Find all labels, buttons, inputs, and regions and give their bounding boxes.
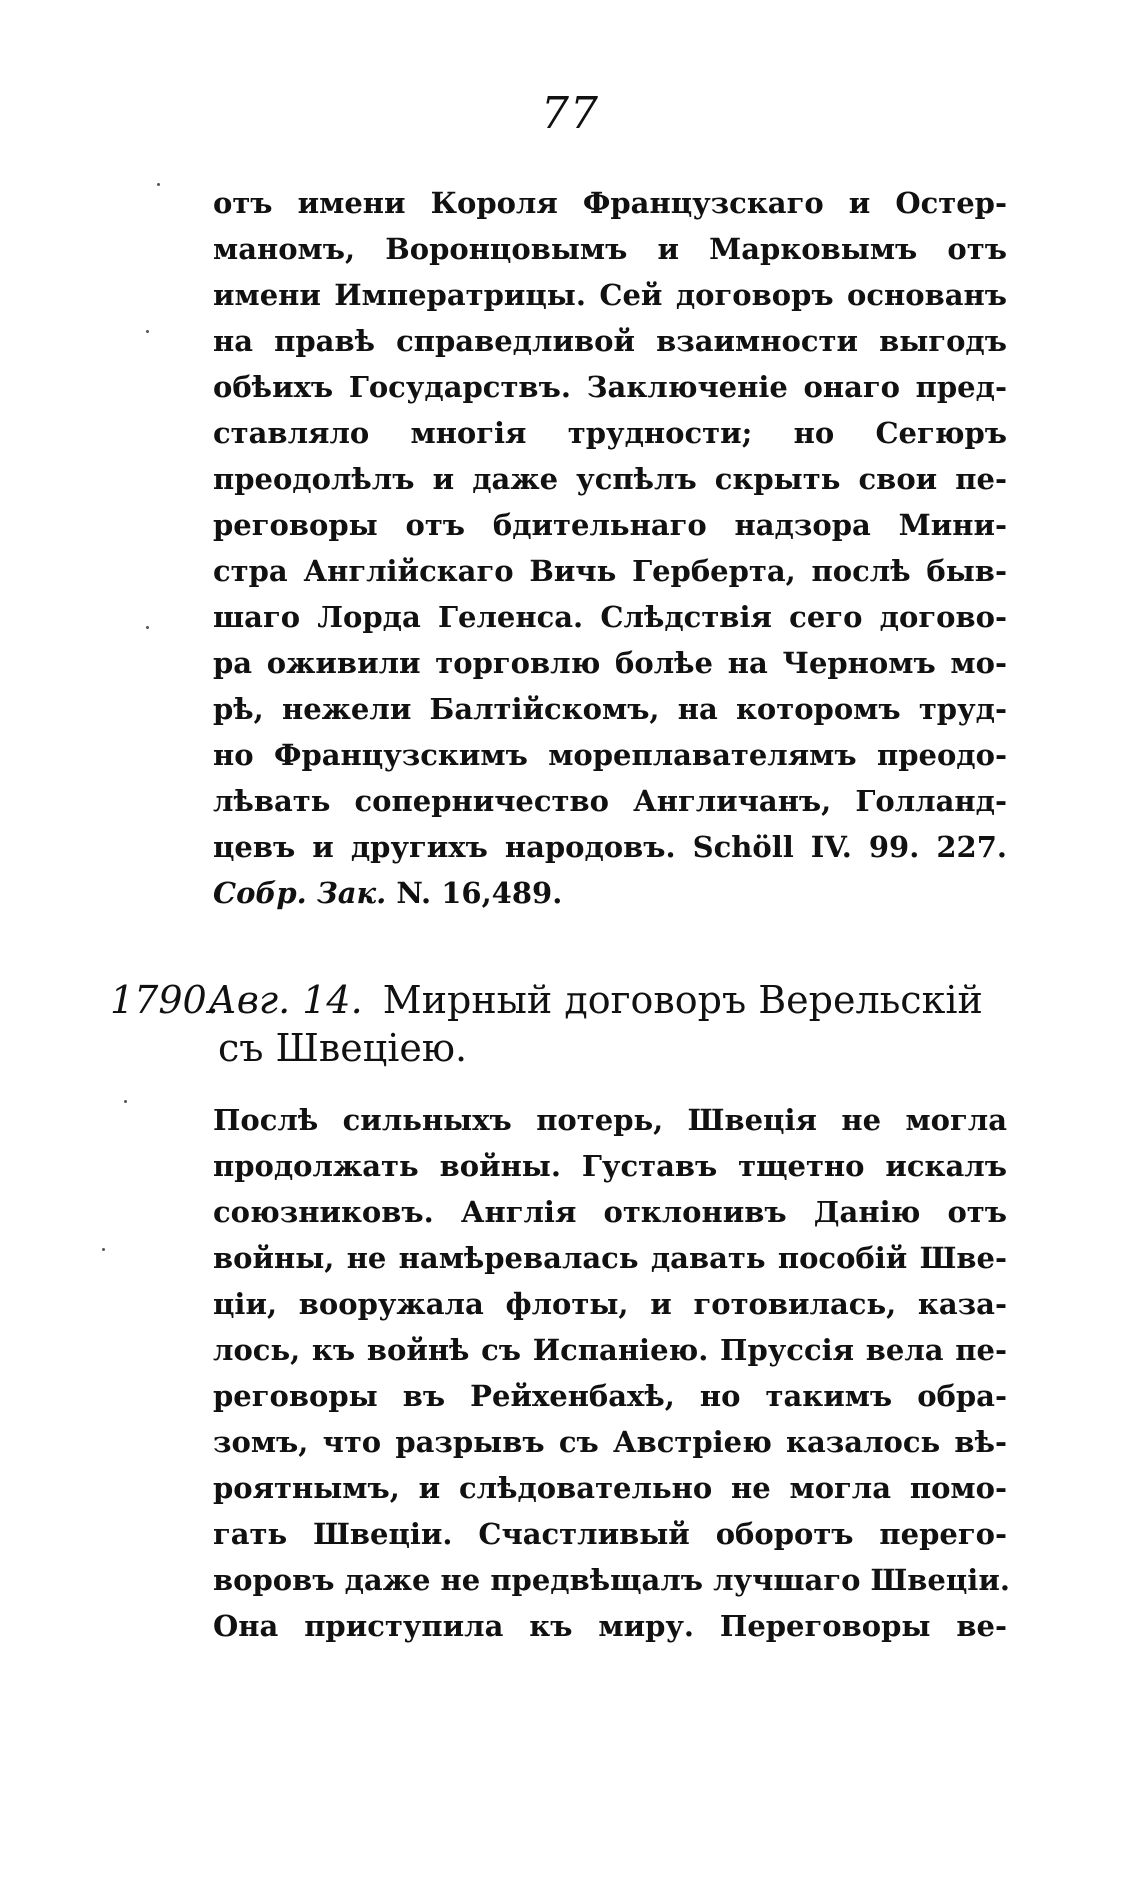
text-line: лось, къ войнѣ съ Испаніею. Пруссія вела пе- <box>213 1333 1007 1367</box>
text-line: реговоры въ Рейхенбахѣ, но такимъ обра- <box>213 1379 1007 1413</box>
text-line: шаго Лорда Геленса. Слѣдствія сего догово- <box>213 600 1007 634</box>
text-line: ра оживили торговлю болѣе на Черномъ мо- <box>213 646 1007 680</box>
text-line: ціи, вооружала флоты, и готовилась, каза- <box>213 1287 1007 1321</box>
entry-year: 1790. <box>110 978 219 1022</box>
print-speck <box>157 183 160 186</box>
source-prefix: Собр. Зак. <box>213 876 387 910</box>
text-line: обѣихъ Государствъ. Заключеніе онаго пред- <box>213 370 1007 404</box>
text-line: зомъ, что разрывъ съ Австріею казалось вѣ- <box>213 1425 1007 1459</box>
text-line: войны, не намѣревалась давать пособій Шве- <box>213 1241 1007 1275</box>
text-line: стра Англійскаго Вичь Герберта, послѣ быв- <box>213 554 1007 588</box>
page-number: 77 <box>541 88 599 139</box>
text-line: цевъ и другихъ народовъ. Schöll IV. 99. 227. <box>213 830 1007 864</box>
entry-date: Авг. 14. <box>208 978 363 1022</box>
text-line: Послѣ сильныхъ потерь, Швеція не могла <box>213 1103 1007 1137</box>
source-citation-line <box>213 870 1007 916</box>
text-line: лѣвать соперничество Англичанъ, Голланд- <box>213 784 1007 818</box>
print-speck <box>146 626 149 629</box>
entry-heading <box>110 976 1010 1072</box>
text-line: рѣ, нежели Балтійскомъ, на которомъ труд- <box>213 692 1007 726</box>
text-line: роятнымъ, и слѣдовательно не могла помо- <box>213 1471 1007 1505</box>
entry-title-continuation: съ Швеціею. <box>218 1026 468 1070</box>
print-speck <box>124 1100 127 1103</box>
text-line: маномъ, Воронцовымъ и Марковымъ отъ <box>213 232 1007 266</box>
text-line: гать Швеціи. Счастливый оборотъ перего- <box>213 1517 1007 1551</box>
text-line: на правѣ справедливой взаимности выгодъ <box>213 324 1007 358</box>
text-line: отъ имени Короля Французскаго и Остер- <box>213 186 1007 220</box>
text-line: союзниковъ. Англія отклонивъ Данію отъ <box>213 1195 1007 1229</box>
text-line: ставляло многія трудности; но Сегюръ <box>213 416 1007 450</box>
text-line: но Французскимъ мореплавателямъ преодо- <box>213 738 1007 772</box>
paragraph-treaty-background <box>213 1097 1010 1649</box>
text-line: реговоры отъ бдительнаго надзора Мини- <box>213 508 1007 542</box>
text-line: Она приступила къ миру. Переговоры ве- <box>213 1609 1007 1643</box>
entry-title: Мирный договоръ Верельскій <box>382 978 983 1022</box>
text-line: воровъ даже не предвѣщалъ лучшаго Швеціи. <box>213 1563 1010 1597</box>
print-speck <box>102 1248 105 1251</box>
text-line: продолжать войны. Густавъ тщетно искалъ <box>213 1149 1007 1183</box>
print-speck <box>146 330 149 333</box>
text-line: имени Императрицы. Сей договоръ основанъ <box>213 278 1007 312</box>
source-reference: N. 16,489. <box>396 876 563 910</box>
entry-heading-row-1 <box>110 976 1010 1024</box>
text-line: преодолѣлъ и даже успѣлъ скрыть свои пе- <box>213 462 1007 496</box>
paragraph-treaty-commentary <box>213 180 1007 916</box>
